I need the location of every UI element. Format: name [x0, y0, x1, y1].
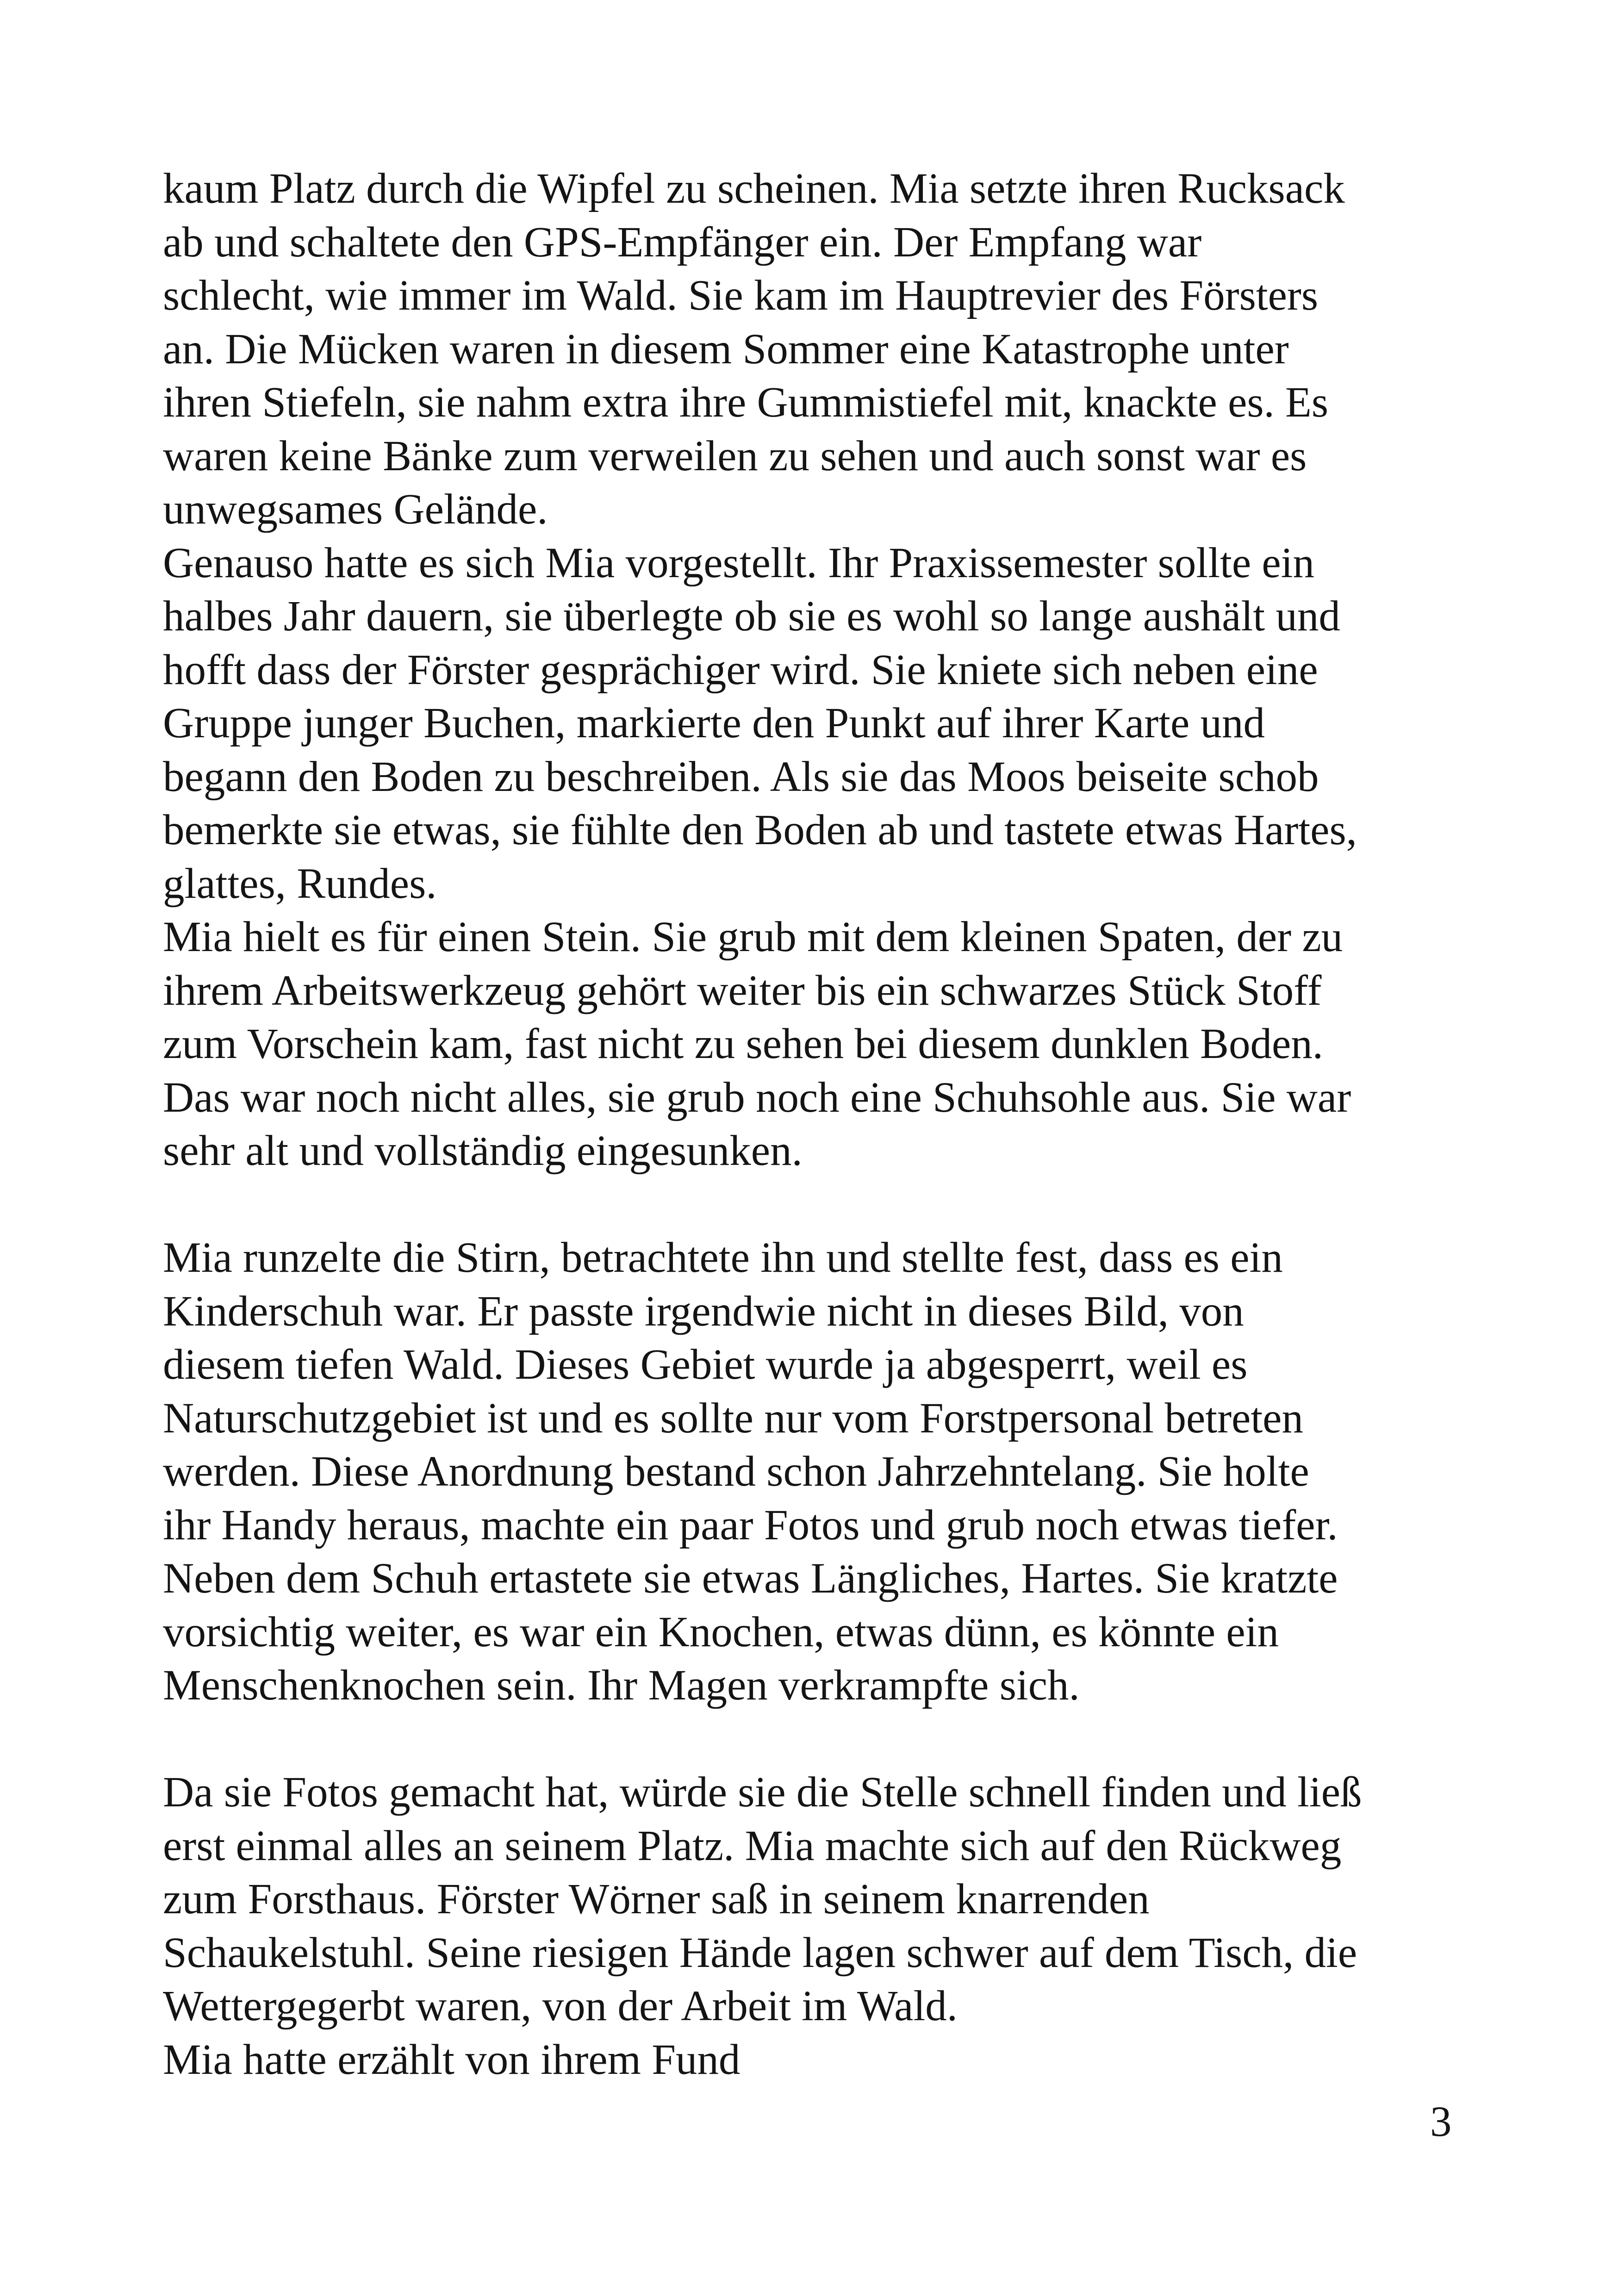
text-line: Wettergegerbt waren, von der Arbeit im Wald. [163, 1982, 958, 2030]
text-line: Genauso hatte es sich Mia vorgestellt. Ihr Praxissemester sollte ein [163, 539, 1315, 587]
paragraph [163, 1766, 1487, 2033]
text-line: Da sie Fotos gemacht hat, würde sie die Stelle schnell finden und ließ [163, 1768, 1362, 1816]
text-line: vorsichtig weiter, es war ein Knochen, etwas dünn, es könnte ein [163, 1608, 1279, 1656]
paragraph [163, 2033, 1487, 2087]
paragraph-spacer [163, 1178, 1487, 1232]
text-line: Das war noch nicht alles, sie grub noch eine Schuhsohle aus. Sie war [163, 1073, 1351, 1121]
text-line: sehr alt und vollständig eingesunken. [163, 1127, 803, 1175]
text-line: Neben dem Schuh ertastete sie etwas Längliches, Hartes. Sie kratzte [163, 1555, 1338, 1602]
paragraph [163, 162, 1487, 536]
text-line: Gruppe junger Buchen, markierte den Punkt auf ihrer Karte und [163, 699, 1265, 747]
text-line: diesem tiefen Wald. Dieses Gebiet wurde ja abgesperrt, weil es [163, 1341, 1248, 1388]
text-line: an. Die Mücken waren in diesem Sommer eine Katastrophe unter [163, 325, 1289, 373]
text-line: zum Forsthaus. Förster Wörner saß in seinem knarrenden [163, 1875, 1150, 1923]
text-line: ihren Stiefeln, sie nahm extra ihre Gummistiefel mit, knackte es. Es [163, 379, 1329, 426]
text-line: werden. Diese Anordnung bestand schon Jahrzehntelang. Sie holte [163, 1448, 1309, 1495]
text-line: glattes, Rundes. [163, 859, 437, 908]
text-line: hofft dass der Förster gesprächiger wird. Sie kniete sich neben eine [163, 646, 1318, 694]
text-line: zum Vorschein kam, fast nicht zu sehen bei diesem dunklen Boden. [163, 1020, 1324, 1068]
body-text [163, 162, 1487, 2086]
text-line: ihrem Arbeitswerkzeug gehört weiter bis ein schwarzes Stück Stoff [163, 966, 1322, 1014]
text-line: kaum Platz durch die Wipfel zu scheinen. Mia setzte ihren Rucksack [163, 165, 1345, 212]
text-line: Naturschutzgebiet ist und es sollte nur vom Forstpersonal betreten [163, 1394, 1303, 1442]
text-line: Schaukelstuhl. Seine riesigen Hände lagen schwer auf dem Tisch, die [163, 1929, 1357, 1977]
text-line: ihr Handy heraus, machte ein paar Fotos und grub noch etwas tiefer. [163, 1501, 1338, 1549]
text-line: bemerkte sie etwas, sie fühlte den Boden ab und tastete etwas Hartes, [163, 806, 1357, 854]
page-number: 3 [1430, 2098, 1452, 2146]
text-line: Kinderschuh war. Er passte irgendwie nicht in dieses Bild, von [163, 1287, 1244, 1335]
paragraph [163, 910, 1487, 1178]
text-line: begann den Boden zu beschreiben. Als sie das Moos beiseite schob [163, 753, 1319, 801]
text-line: Mia runzelte die Stirn, betrachtete ihn und stellte fest, dass es ein [163, 1234, 1283, 1282]
paragraph [163, 536, 1487, 911]
text-line: unwegsames Gelände. [163, 485, 548, 533]
text-line: erst einmal alles an seinem Platz. Mia machte sich auf den Rückweg [163, 1822, 1342, 1870]
text-line: Mia hatte erzählt von ihrem Fund [163, 2035, 741, 2084]
text-line: ab und schaltete den GPS-Empfänger ein. Der Empfang war [163, 218, 1202, 266]
text-line: Mia hielt es für einen Stein. Sie grub mit dem kleinen Spaten, der zu [163, 913, 1343, 961]
text-line: Menschenknochen sein. Ihr Magen verkrampfte sich. [163, 1661, 1080, 1709]
paragraph [163, 1231, 1487, 1712]
text-line: halbes Jahr dauern, sie überlegte ob sie es wohl so lange aushält und [163, 592, 1340, 640]
text-line: waren keine Bänke zum verweilen zu sehen und auch sonst war es [163, 432, 1307, 480]
text-line: schlecht, wie immer im Wald. Sie kam im Hauptrevier des Försters [163, 272, 1319, 319]
paragraph-spacer [163, 1712, 1487, 1766]
